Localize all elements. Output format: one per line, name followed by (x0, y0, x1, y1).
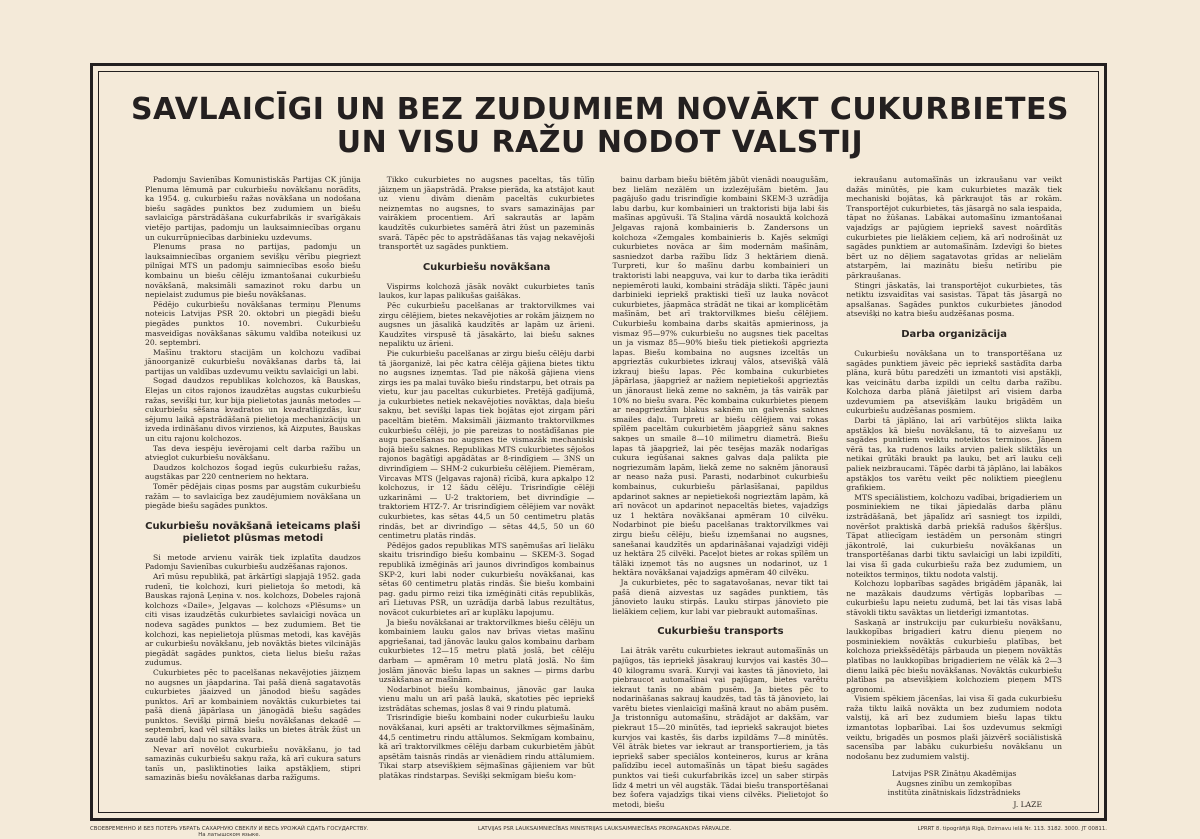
paragraph: Arī mūsu republikā, pat ārkārtīgi slapjajā 1952. gada rudenī, tie kolchozi, kuri pielietoja šo metodi, kā Bauskas rajonā Ļeņina v. nos. kolchozs, Dobeles rajonā kolchozs «Daile», Jelgavas — kolchozs «Plēsums» un citi visas izaudzētās cukurbietes savlaicīgi novāca un nodeva sagādes punktos — bez zudumiem. Bet tie kolchozi, kas nepielietoja plūsmas metodi, kas kavējās ar cukurbiešu novākšanu, jeb novāktās bietes vilcinājās piegādāt sagādes punktos, cieta lielus biešu ražas zudumus. (145, 571, 361, 668)
paragraph: Tikko cukurbietes no augsnes paceltas, tās tūlīņ jāizņem un jāapstrādā. Prakse pierāda, ka atstājot kaut uz vienu divām dienām paceltās cukurbietes neizņemtas no augsnes, to svars samazinājas par vairākiem procentiem. Arī sakrautās ar lapām kaudzītēs cukurbietes samērā ātri žūst un pazeminās svarā. Tāpēc pēc to apstrādāšanas tās vajag nekavējoši transportēt uz sagādes punktiem. (378, 175, 595, 252)
poster-headline (120, 93, 1080, 159)
paragraph: Daudzos kolchozos šogad iegūs cukurbiešu ražas, augstākas par 220 centneriem no hektara. (145, 462, 361, 482)
column-3 (612, 175, 829, 809)
author-affiliation (846, 769, 1062, 797)
paragraph: Vispirms kolchozā jāsāk novākt cukurbietes tanīs laukos, kur lapas palikušas gaišākas. (378, 281, 595, 301)
paragraph: Padomju Savienības Komunistiskās Partijas CK jūnija Plenuma lēmumā par cukurbiešu novākšanu norādīts, ka 1954. g. cukurbiešu ražas novākšana un nodošana biešu sagādes punktos bez zudumiem un biešu savlaicīga pārstrādāšana cukurfabrikās ir svarīgākais vietējo partijas, padomju un lauksaimniecības organu un cukurrūpniecības darbinieku uzdevums. (145, 175, 361, 242)
affiliation-line: Augsnes zinību un zemkopības (896, 778, 1012, 788)
paragraph: Sogad daudzos republikas kolchozos, kā Bauskas, Elejas un citos rajonos izaudzētas augstas cukurbiešu ražas, sevišķi tur, kur bija pielietotas jaunās metodes — cukurbiešu sēšana kvadratos un kvadratligzdās, kur sējumu laikā apstrādāšanā pielietoja mechanizāciju un izveda irdināšanu divos virzienos, kā Aizputes, Bauskas un citu rajonu kolchozos. (145, 376, 361, 444)
paragraph: Pēc cukurbiešu pacelšanas ar traktorvilkmes vai zirgu cēlējiem, bietes nekavējoties ar rokām jāizņem no augsnes un jāsalikā kaudzītēs ar lapām uz ārieni. Kaudzītes virspusē tā jāsakārto, lai biešu saknes nepaliktu uz ārieni. (378, 300, 595, 349)
paragraph: Lai ātrāk varētu cukurbietes iekraut automašīnās un pajūgos, tās iepriekš jāsakrauj kurvjos vai kastēs 30—40 kilogramu svarā. Kurvji vai kastes tā jānovieto, lai piebraucot automašīnai vai pajūgam, bietes varētu iekraut tanīs no abām pusēm. Ja bietes pēc to nodarināšanas sakrauj kaudzēs, tad tās tā jānovieto, lai varētu bietes vienlaicīgi mašīnā kraut no abām pusēm. Ja tristonnīgu automašīnu, strādājot ar dakšām, var piekraut 15—20 minūtēs, tad iepriekš sakraujot bietes kurvjos vai kastēs, šis darbs izpildāms 7—8 minūtēs. Vēl ātrāk bietes var iekraut ar transportieriem, ja tās iepriekš saber speciālos konteineros, kurus ar krāna palīdzību iecel automašīnās un tāpat biešu sagādes punktos vai tieši cukurfabrikās izceļ un saber stirpās līdz 4 metri un vēl augstāk. Tādai biešu transportēšanai bez šofera vajadzīgs tikai viens cilvēks. Pielietojot šo metodi, biešu (612, 646, 829, 809)
footer-publisher: LATVIJAS PSR LAUKSAIMNIECĪBAS MINISTRIJAS LAUKSAIMNIECĪBAS PROPAGANDAS PĀRVALDE. (478, 826, 732, 832)
column-2 (378, 175, 595, 781)
paragraph: MTS speciālistiem, kolchozu vadībai, brigadieriem un posminiekiem ne tikai jāpiedalās darba plānu izstrādāšanā, bet jāpalīdz arī sasniegt tos izpildi, novēršot praktiskā darbā priekšā radušos šķēršļus. Tāpat atliecīgam iestādēm un personām stingri jākontrolē, lai cukurbiešu novākšanas un transportēšanas darbi tiktu savlaicīgi un labi izpildīti, lai visa šī gada cukurbiešu raža bez zudumiem, un noteiktos termiņos, tiktu nodota valstij. (846, 492, 1062, 579)
paragraph: Mašīnu traktoru stacijām un kolchozu vadībai jānoorganizē cukurbiešu novākšanas darbs tā, lai partijas un valdības uzdevumu veiktu savlaicīgi un labi. (145, 347, 361, 376)
section-heading-plusmas-metode: Cukurbiešu novākšanā ieteicams plaši pielietot plūsmas metodi (145, 520, 361, 544)
paragraph: Kolchozu lopbarības sagādes brigādēm jāpanāk, lai ne mazākais daudzums vērtīgās lopbarības — cukurbiešu lapu neietu zudumā, bet lai tās visas labā stāvokli tiktu savāktas un lietderīgi izmantotas. (846, 579, 1062, 617)
paragraph: Tas deva iespēju ievērojami celt darba ražību un atvieglot cukurbiešu novākšanu. (145, 443, 361, 463)
footer-language-note: На латышском языке. (198, 832, 261, 838)
column-1 (145, 175, 361, 783)
paragraph: Cukurbiešu novākšana un to transportēšana uz sagādes punktiem jāveic pēc iepriekš sastādīta darba plāna, kurā būtu paredzēti un izmantoti visi apstākļi, kas veicinātu darba izpildi un celtu darba ražību. Kolchoza darba plānā jāietilpst arī visiem darba uzdevumiem pa atsevišķām lauku brigādēm un cukurbiešu audzēšanas posmiem. (846, 348, 1062, 416)
headline-line-1: SAVLAICĪGI UN BEZ ZUDUMIEM NOVĀKT CUKURBIETES (130, 92, 1070, 127)
affiliation-line: institūta zinātniskais līdzstrādnieks (887, 788, 1021, 798)
paragraph: Ja biešu novākšanai ar traktorvilkmes biešu cēlēju un kombainiem lauku galos nav brīvas vietas mašīnu apgriešanai, tad jānovāc lauku galos kombainu darbam cukurbietes 12—15 metru platā joslā, bet cēlēju darbam — apmēram 10 metru platā joslā. No šim joslām jānovāc biešu lapas un saknes — pirms darbu uzsākšanas ar mašīnām. (378, 617, 595, 685)
paragraph: Saskaņā ar instrukciju par cukurbiešu novākšanu, laukkopības brigadieri katru dienu pieņem no posminiekiem novāktās cukurbiešu platības, bet kolchoza priekšsēdētājs pārbauda un pieņem novāktās platības no laukkopības brigadieriem ne vēlāk kā 2—3 dienu laikā pēc biešu novākšanas. Novāktās cukurbiešu platības pa atsevišķiem kolchoziem pieņem MTS agronomi. (846, 617, 1062, 694)
paragraph: Cukurbietes pēc to pacelšanas nekavējoties jāizņem no augsnes un jāapdarina. Tai pašā dienā sagatavotās cukurbietes jāaizved un jānodod biešu sagādes punktos. Arī ar kombainiem novāktās cukurbietes tai pašā dienā jāpārlasa un jānogādā biešu sagādes punktos. Sevišķi pirmā biešu novākšanas dekadē — septembrī, kad vēl siltāks laiks un bietes ātrāk žūst un zaudē labu daļu no sava svara. (145, 667, 361, 745)
article-columns (145, 175, 1062, 809)
footer-russian-text: СВОЕВРЕМЕННО И БЕЗ ПОТЕРЬ УБРАТЬ САХАРНУЮ СВЕКЛУ И ВЕСЬ УРОЖАЙ СДАТЬ ГОСУДАРСТВУ. (90, 826, 369, 832)
paragraph: Ja cukurbietes, pēc to sagatavošanas, nevar tikt tai pašā dienā aizvestas uz sagādes punktiem, tās jānovieto lauku stirpās. Lauku stirpas jānovieto pie lielākiem ceļiem, kur labi var piebraukt automašīnas. (612, 577, 829, 616)
paragraph: Pēdējos gados republikas MTS saņēmušas arī lielāku skaitu trisrindīgo biešu kombainu — SKEM-3. Sogad republikā izmēģinās arī jaunos divrindīgos kombainus SKP-2, kuri labi noder cukurbiešu novākšanai, kas sētas 60 centimetru platās rindās. Šie biešu kombaini pag. gadu pirmo reizi tika izmēģināti citās republikās, arī Lietuvas PSR, un uzrādīja darbā labus rezultātus, novācot cukurbietes arī ar kuplāku lapojumu. (378, 540, 595, 617)
paragraph: Pēdējo cukurbiešu novākšanas termiņu Plenums noteicis Latvijas PSR 20. oktobri un piegādi biešu piegādes punktos 10. novembri. Cukurbiešu masveidīgas novākšanas sākumu valdība noteikusi uz 20. septembri. (145, 299, 361, 348)
paragraph: Plenums prasa no partijas, padomju un lauksaimniecības organiem sevišķu vērību piegriezt pilnīgai MTS un padomju saimniecības esošo biešu kombainu un biešu cēlēju izmantošanai cukurbiešu novākšanā, maksimāli samazinot roku darbu un nepielaist zudumus pie biešu novākšanas. (145, 242, 361, 300)
section-heading-novaksana: Cukurbiešu novākšana (422, 261, 551, 273)
footer-russian-title (90, 826, 369, 838)
paragraph: iekraušanu automašīnās un izkraušanu var veikt dažās minūtēs, pie kam cukurbietes mazāk tiek mechaniski bojātas, kā pārkraujot tās ar rokām. Transportējot cukurbietes, tās jāsargā no sala iespaida, tāpat no žūšanas. Labākai automašīnu izmantošanai vajadzīgs ar pajūgiem iepriekš savest noārdītās cukurbietes pie lielākiem ceļiem, kā arī nodrošināt uz sagādes punktiem ar automašīnām. Izdevīgi šo bietes bērt uz no dēļiem sagatavotas grīdas ar nelielām atstarpēm, lai mazinātu biešu netīribu pie pārkraušanas. (846, 175, 1062, 280)
section-heading-transports: Cukurbiešu transports (657, 626, 784, 638)
paragraph: Nevar arī novēlot cukurbiešu novākšanu, jo tad samazinās cukurbiešu sakņu raža, kā arī cukura saturs tanīs un, pasliktinoties laika apstākļiem, stipri samazinās biešu novākšanas darba ražīgums. (145, 744, 361, 783)
paragraph: Pie cukurbiešu pacelšanas ar zirgu biešu cēlēju darbi tā jāorganizē, lai pēc katra cēlēja gājiena bietes tiktu no augsnes izņemtas. Tad pie nākošā gājiena viens zirgs ies pa malai tuvāko biešu rindstarpu, bet otrais pa vietu, kur jau paceltas cukurbietes. Pretējā gadījumā, ja cukurbietes netiek nekavējoties novāktas, daļa biešu sakņu, bet sevišķi lapas tiek bojātas ejot zirgam pāri paceltām bietēm. Maksimāli jāizmanto traktorvilkmes cukurbiešu cēlēji, jo pie pareizas to nostādīšanas pie augu pacelšanas no augsnes tie vismazāk mechaniski bojā biešu saknes. Republikas MTS cukurbietes sējošos rajonos bagātīgi apgādātas ar 8-rindīgiem — 3NS un divrindīgiem — SHM-2 cukurbiešu cēlējiem. Piemēram, Vircavas MTS (Jelgavas rajonā) rīcībā, kura apkalpo 12 kolchozus, ir 12 šādu cēlēju. Trisrindīgie cēlēji uzkarināmi — U-2 traktoriem, bet divrindīgie — traktoriem HTZ-7. Ar trisrindīgiem cēlējiem var novākt cukurbietes, kas sētas 44,5 un 50 centimetru platās rindās, bet ar divrindīgo — sētas 44,5, 50 un 60 centimetru platās rindās. (378, 348, 595, 541)
paragraph: Visiem spēkiem jācenšas, lai visa šī gada cukurbiešu raža tiktu laikā novākta un bez zudumiem nodota valstij, kā arī bez zudumiem biešu lapas tiktu izmantotas lopbarībai. Lai šos uzdevumus sekmīgi veiktu, brigadēs un posmos plaši jāizvērš sociālistiskā sacensība par labāku cukurbiešu novākšanu un nodošanu bez zudumiem valstij. (846, 694, 1062, 761)
column-4 (846, 175, 1062, 809)
author-name: J. LAZE (1013, 799, 1042, 809)
paragraph: Tomēr pēdējais ciņas posms par augstām cukurbiešu ražām — to savlaicīga bez zaudējumiem novākšana un piegāde biešu sagādes punktos. (145, 482, 361, 511)
section-heading-darba-organizacija: Darba organizācija (901, 328, 1007, 340)
headline-line-2: UN VISU RAŽU NODOT VALSTIJ (336, 125, 864, 160)
paragraph: Trisrindīgie biešu kombaini noder cukurbiešu lauku novākšanai, kuri apsēti ar traktorvilkmes sējmašīnām, 44,5 centimetru rindu attālumos. Sekmīgam kombainu, kā arī traktorvilkmes cēlēju darbam cukurbietēm jābūt apsētām taisnās rindās ar vienādiem rindu attālumiem. Tikai starp atsevišķiem sējmašīnas gājieniem var būt platākas rindstarpas. Sevišķi sekmīgam biešu kom- (378, 713, 595, 781)
paragraph: Si metode arvienu vairāk tiek izplatīta daudzos Padomju Savienības cukurbiešu audzēšanas rajonos. (145, 552, 361, 572)
paragraph: Stingri jāskatās, lai transportējot cukurbietes, tās netiktu izsvaidītas vai sasistas. Tāpat tās jāsargā no apsalšanas. Sagādes punktos cukurbietes jānodod atsevišķi no katra biešu audzēšanas posma. (846, 280, 1062, 319)
paragraph: Darbi tā jāplāno, lai arī varbūtējos slikta laika apstākļos kā biešu novākšanu, tā to aizvešanu uz sagādes punktiem veiktu noteiktos termiņos. Jāņem vērā tas, ka rudenos laiks arvien paliek sliktāks un netikai grūtāki braukt pa lauku, bet arī lauku ceļi paliek neizbraucami. Tāpēc darbi tā jāplāno, lai labākos apstākļos tos varētu veikt pēc noliktiem pieeģlenu grafikiem. (846, 416, 1062, 493)
imprint-footer (90, 826, 1107, 838)
paragraph: Nodarbinot biešu kombainus, jānovāc gar lauka vienu malu un arī pašā laukā, skatoties pēc iepriekš izstrādātas schemas, joslas 8 vai 9 rindu platumā. (378, 684, 595, 713)
footer-printer: LPRRT 8. tipogrāfijā Rīgā, Dzirnavu ielā Nr. 113. 3182. 3000. JT 00811. (917, 826, 1107, 832)
paragraph: bainu darbam biešu biētēm jābūt vienādi noaugušām, bez lielām nezālēm un izzlezējušām bietēm. Jau pagājušo gadu trisrindīgie kombaini SKEM-3 uzrādīja labu darbu, kur kombainieri un traktoristi bija labi šis mašīnas apgūvuši. Tā Staļina vārdā nosauktā kolchozā Jelgavas rajonā kombainieris b. Zandersons un kolchoza «Zemgales kombainieris b. Kajēs sekmīgi cukurbietes novāca ar šim modernām mašīnām, sasniedzot darba ražību līdz 3 hektāriem dienā. Turpreti, kur šo mašīnu darbu kombainieri un traktoristi labi neapguva, vai kur to darba tika ierāditi nepiemēroti lauki, kombaini strādāja slikti. Tāpēc jauni darbinieki iepriekš praktiski tiešī uz lauka novācot cukurbietes, jāapmāca strādāt ne tikai ar komplicētām mašīnām, bet arī traktorvilkmes biešu cēlējiem. Cukurbiešu kombaina darbs skaitās apmierinoss, ja vismaz 95—97% cukurbiešu no augsnes tiek paceltas un ja vismaz 85—90% biešu tiek pietiekoši apgriezta lapas. Biešu kombaina no augsnes izceltās un apgrieztās cukurbietes izkrauj vālos, atsevišķā vālā izkrauj biešu lapas. Pēc kombaina cukurbietes jāpārlasa, jāapgriež ar nažiem nepietiekoši apgrieztās un jānoraust liekā zeme no saknēm, ja tās vairāk par 10% no biešu svara. Pēc kombaina cukurbietes pieņem ar neapgrieztām blakus saknēm un galvenās saknes smailes daļu. Turpreti ar biešu cēlējiem vai rokas spīlēm paceltām cukurbietēm jāapgriež sānu saknes sakņes un smaile 8—10 milimetru diametrā. Biešu lapas tā jāapgriež, lai pēc tesējas mazāk nodarīgas cukura iegūšanai saknes galvas daļa palikta pie nogriezumām lapām, liekā zeme no saknēm jānorausī ar neaso naža pusi. Parasti, nodarbinot cukurbiešu kombainus, cukurbiešu pārlasīšanai, papildus apdarinot saknes ar nepietiekoši nogrieztām lapām, kā arī novācot un apdarinot nepaceltās bietes, vajadzīgs uz 1 hektāra novākšanai apmēram 10 cilvēku. Nodarbinot pie biešu pacelšanas traktorvilkmes vai zirgu biešu cēlēju, biešu izņemšanai no augsnes, sanešanai kaudzītēs un apdarināšanai vajadzīgi vidēji uz hektāra 25 cilvēki. Paceļot bietes ar rokas spīlēm un tālāki izņemot tās no augsnes un nodarinot, uz 1 hektāra novākšanai vajadzīgs apmēram 40 cilvēku. (612, 175, 829, 578)
affiliation-line: Latvijas PSR Zinātņu Akadēmijas (891, 769, 1017, 779)
